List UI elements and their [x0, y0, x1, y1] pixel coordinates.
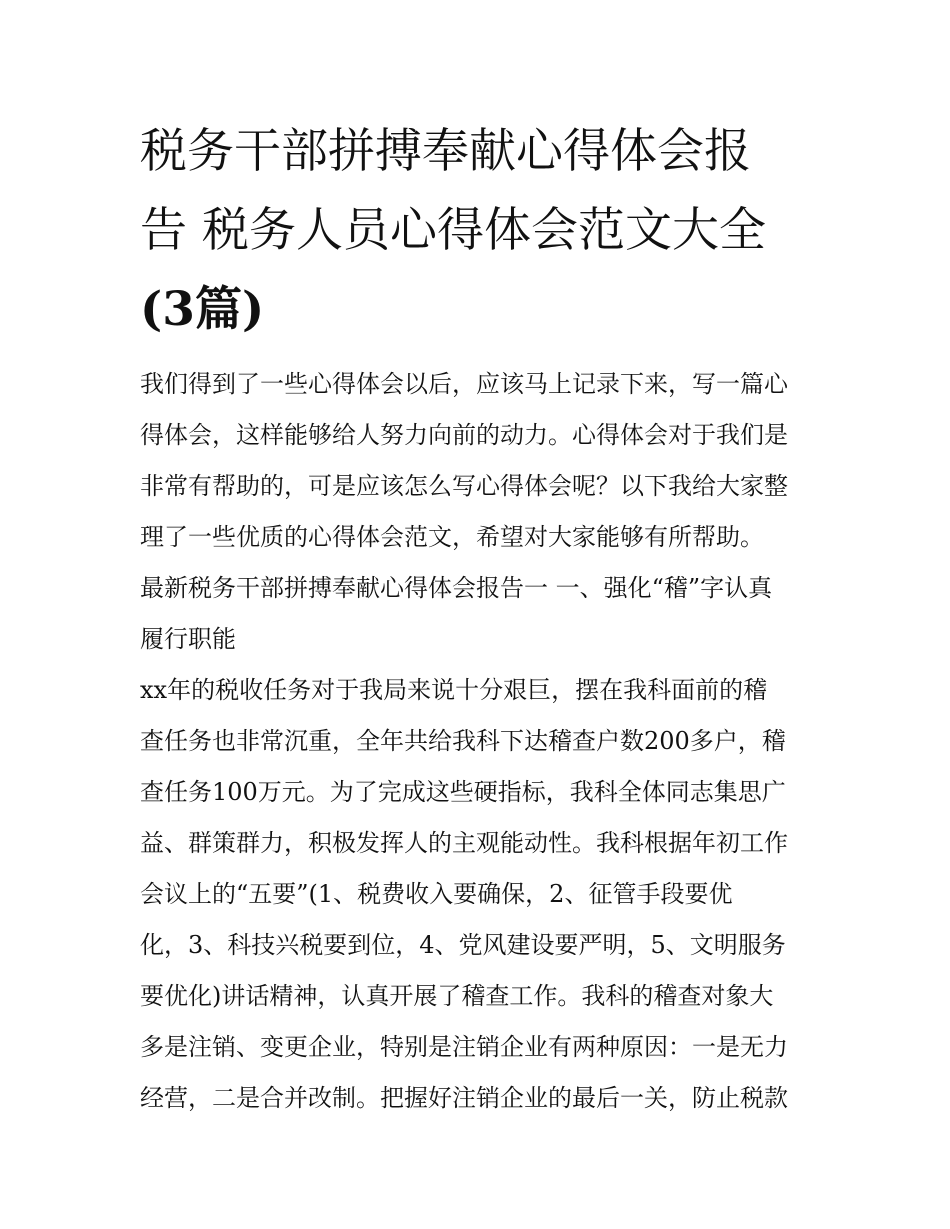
body-line: 理了一些优质的心得体会范文，希望对大家能够有所帮助。: [140, 523, 764, 551]
body-line: 会议上的“五要”(1、税费收入要确保，2、征管手段要优: [140, 880, 733, 908]
body-line: 查任务100万元。为了完成这些硬指标，我科全体同志集思广: [140, 778, 786, 806]
body-line: 多是注销、变更企业，特别是注销企业有两种原因：一是无力: [140, 1033, 788, 1061]
document-page: [140, 112, 812, 1124]
title-line: (3篇): [140, 282, 265, 337]
body-line: 益、群策群力，积极发挥人的主观能动性。我科根据年初工作: [140, 829, 788, 857]
section-heading-line: 最新税务干部拼搏奉献心得体会报告一 一、强化“稽”字认真: [140, 574, 773, 602]
body-line: xx年的税收任务对于我局来说十分艰巨，摆在我科面前的稽: [140, 676, 768, 704]
body-line: 非常有帮助的，可是应该怎么写心得体会呢？以下我给大家整: [140, 472, 788, 500]
body-line: 我们得到了一些心得体会以后，应该马上记录下来，写一篇心: [140, 370, 788, 398]
body-line: 得体会，这样能够给人努力向前的动力。心得体会对于我们是: [140, 421, 788, 449]
body-line: 查任务也非常沉重，全年共给我科下达稽查户数200多户，稽: [140, 727, 786, 755]
title-line: 告 税务人员心得体会范文大全: [140, 203, 766, 258]
body-line: 要优化)讲话精神，认真开展了稽查工作。我科的稽查对象大: [140, 982, 774, 1010]
title-line: 税务干部拼搏奉献心得体会报: [140, 124, 751, 179]
document-title: [140, 112, 812, 349]
document-body: [140, 359, 812, 1124]
body-line: 化，3、科技兴税要到位，4、党风建设要严明，5、文明服务: [140, 931, 786, 959]
section-heading-line: 履行职能: [140, 625, 236, 653]
body-line: 经营，二是合并改制。把握好注销企业的最后一关，防止税款: [140, 1084, 788, 1112]
